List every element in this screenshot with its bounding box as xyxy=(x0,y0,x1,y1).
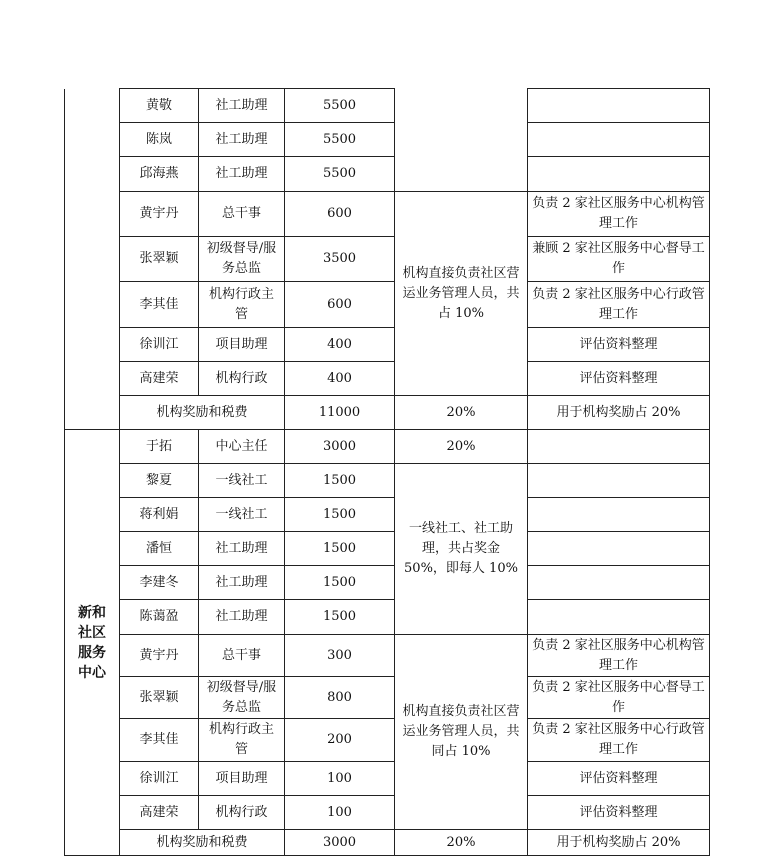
table-row xyxy=(65,498,710,532)
role-cell: 社工助理 xyxy=(199,532,285,566)
total-row xyxy=(65,396,710,430)
pct-cell: 20% xyxy=(395,430,528,464)
total-label: 机构奖励和税费 xyxy=(120,396,285,430)
role-cell: 总干事 xyxy=(199,635,285,677)
amount-cell: 200 xyxy=(285,719,395,762)
role-cell: 机构行政主管 xyxy=(199,719,285,762)
table-row xyxy=(65,796,710,830)
amount-cell: 5500 xyxy=(285,89,395,123)
table-row xyxy=(65,762,710,796)
total-label: 机构奖励和税费 xyxy=(120,830,285,856)
note-cell: 评估资料整理 xyxy=(528,328,710,362)
amount-cell: 600 xyxy=(285,282,395,328)
name-cell: 黎夏 xyxy=(120,464,199,498)
amount-cell: 600 xyxy=(285,192,395,237)
role-cell: 社工助理 xyxy=(199,157,285,192)
amount-cell: 5500 xyxy=(285,123,395,157)
role-cell: 项目助理 xyxy=(199,328,285,362)
table-row xyxy=(65,635,710,677)
role-cell: 社工助理 xyxy=(199,123,285,157)
table-row xyxy=(65,282,710,328)
table-row xyxy=(65,719,710,762)
note-cell: 负责 2 家社区服务中心机构管理工作 xyxy=(528,635,710,677)
table-row xyxy=(65,464,710,498)
frontline-ratio-cell: 一线社工、社工助理，共占奖金 50%，即每人 10% xyxy=(395,464,528,635)
name-cell: 高建荣 xyxy=(120,796,199,830)
name-cell: 邱海燕 xyxy=(120,157,199,192)
table-row xyxy=(65,566,710,600)
role-cell: 初级督导/服务总监 xyxy=(199,677,285,719)
table-row xyxy=(65,237,710,282)
role-cell: 初级督导/服务总监 xyxy=(199,237,285,282)
note-cell xyxy=(528,89,710,123)
amount-cell: 100 xyxy=(285,796,395,830)
note-cell xyxy=(528,430,710,464)
amount-cell: 5500 xyxy=(285,157,395,192)
name-cell: 张翠颖 xyxy=(120,237,199,282)
role-cell: 一线社工 xyxy=(199,498,285,532)
mgmt-ratio-cell: 机构直接负责社区营运业务管理人员，共占 10% xyxy=(395,192,528,396)
name-cell: 张翠颖 xyxy=(120,677,199,719)
name-cell: 潘恒 xyxy=(120,532,199,566)
name-cell: 黄宇丹 xyxy=(120,192,199,237)
table-row xyxy=(65,192,710,237)
total-note: 用于机构奖励占 20% xyxy=(528,830,710,856)
note-cell: 评估资料整理 xyxy=(528,362,710,396)
table-row xyxy=(65,362,710,396)
table-row xyxy=(65,157,710,192)
table-row xyxy=(65,532,710,566)
name-cell: 高建荣 xyxy=(120,362,199,396)
amount-cell: 1500 xyxy=(285,566,395,600)
total-pct: 20% xyxy=(395,830,528,856)
amount-cell: 1500 xyxy=(285,600,395,635)
name-cell: 陈蔼盈 xyxy=(120,600,199,635)
note-cell: 评估资料整理 xyxy=(528,762,710,796)
table-row xyxy=(65,328,710,362)
name-cell: 李其佳 xyxy=(120,282,199,328)
amount-cell: 3000 xyxy=(285,430,395,464)
name-cell: 徐训江 xyxy=(120,762,199,796)
ratio-cell xyxy=(395,89,528,192)
amount-cell: 1500 xyxy=(285,532,395,566)
total-pct: 20% xyxy=(395,396,528,430)
note-cell: 负责 2 家社区服务中心行政管理工作 xyxy=(528,719,710,762)
bonus-allocation-table xyxy=(64,88,710,856)
table-row xyxy=(65,89,710,123)
name-cell: 蒋利娟 xyxy=(120,498,199,532)
name-cell: 李其佳 xyxy=(120,719,199,762)
role-cell: 总干事 xyxy=(199,192,285,237)
note-cell: 负责 2 家社区服务中心行政管理工作 xyxy=(528,282,710,328)
total-row xyxy=(65,830,710,856)
table-row xyxy=(65,600,710,635)
role-cell: 社工助理 xyxy=(199,89,285,123)
role-cell: 社工助理 xyxy=(199,566,285,600)
amount-cell: 300 xyxy=(285,635,395,677)
note-cell xyxy=(528,532,710,566)
table-row xyxy=(65,123,710,157)
name-cell: 徐训江 xyxy=(120,328,199,362)
amount-cell: 3500 xyxy=(285,237,395,282)
name-cell: 黄宇丹 xyxy=(120,635,199,677)
note-cell xyxy=(528,123,710,157)
role-cell: 项目助理 xyxy=(199,762,285,796)
note-cell xyxy=(528,157,710,192)
role-cell: 机构行政 xyxy=(199,796,285,830)
role-cell: 一线社工 xyxy=(199,464,285,498)
note-cell: 评估资料整理 xyxy=(528,796,710,830)
amount-cell: 400 xyxy=(285,328,395,362)
table-row xyxy=(65,430,710,464)
note-cell xyxy=(528,566,710,600)
note-cell xyxy=(528,600,710,635)
section-label: 新和社区服务中心 xyxy=(78,604,106,681)
role-cell: 中心主任 xyxy=(199,430,285,464)
name-cell: 于拓 xyxy=(120,430,199,464)
name-cell: 黄敬 xyxy=(120,89,199,123)
amount-cell: 400 xyxy=(285,362,395,396)
note-cell xyxy=(528,498,710,532)
role-cell: 机构行政 xyxy=(199,362,285,396)
amount-cell: 1500 xyxy=(285,464,395,498)
amount-cell: 100 xyxy=(285,762,395,796)
name-cell: 陈岚 xyxy=(120,123,199,157)
total-note: 用于机构奖励占 20% xyxy=(528,396,710,430)
amount-cell: 800 xyxy=(285,677,395,719)
role-cell: 机构行政主管 xyxy=(199,282,285,328)
total-amount: 11000 xyxy=(285,396,395,430)
section-label-cell xyxy=(65,89,120,430)
note-cell: 兼顾 2 家社区服务中心督导工作 xyxy=(528,237,710,282)
section-label-cell xyxy=(65,430,120,856)
table-row xyxy=(65,677,710,719)
mgmt-ratio-cell: 机构直接负责社区营运业务管理人员，共同占 10% xyxy=(395,635,528,830)
role-cell: 社工助理 xyxy=(199,600,285,635)
note-cell: 负责 2 家社区服务中心督导工作 xyxy=(528,677,710,719)
amount-cell: 1500 xyxy=(285,498,395,532)
note-cell xyxy=(528,464,710,498)
note-cell: 负责 2 家社区服务中心机构管理工作 xyxy=(528,192,710,237)
name-cell: 李建冬 xyxy=(120,566,199,600)
total-amount: 3000 xyxy=(285,830,395,856)
